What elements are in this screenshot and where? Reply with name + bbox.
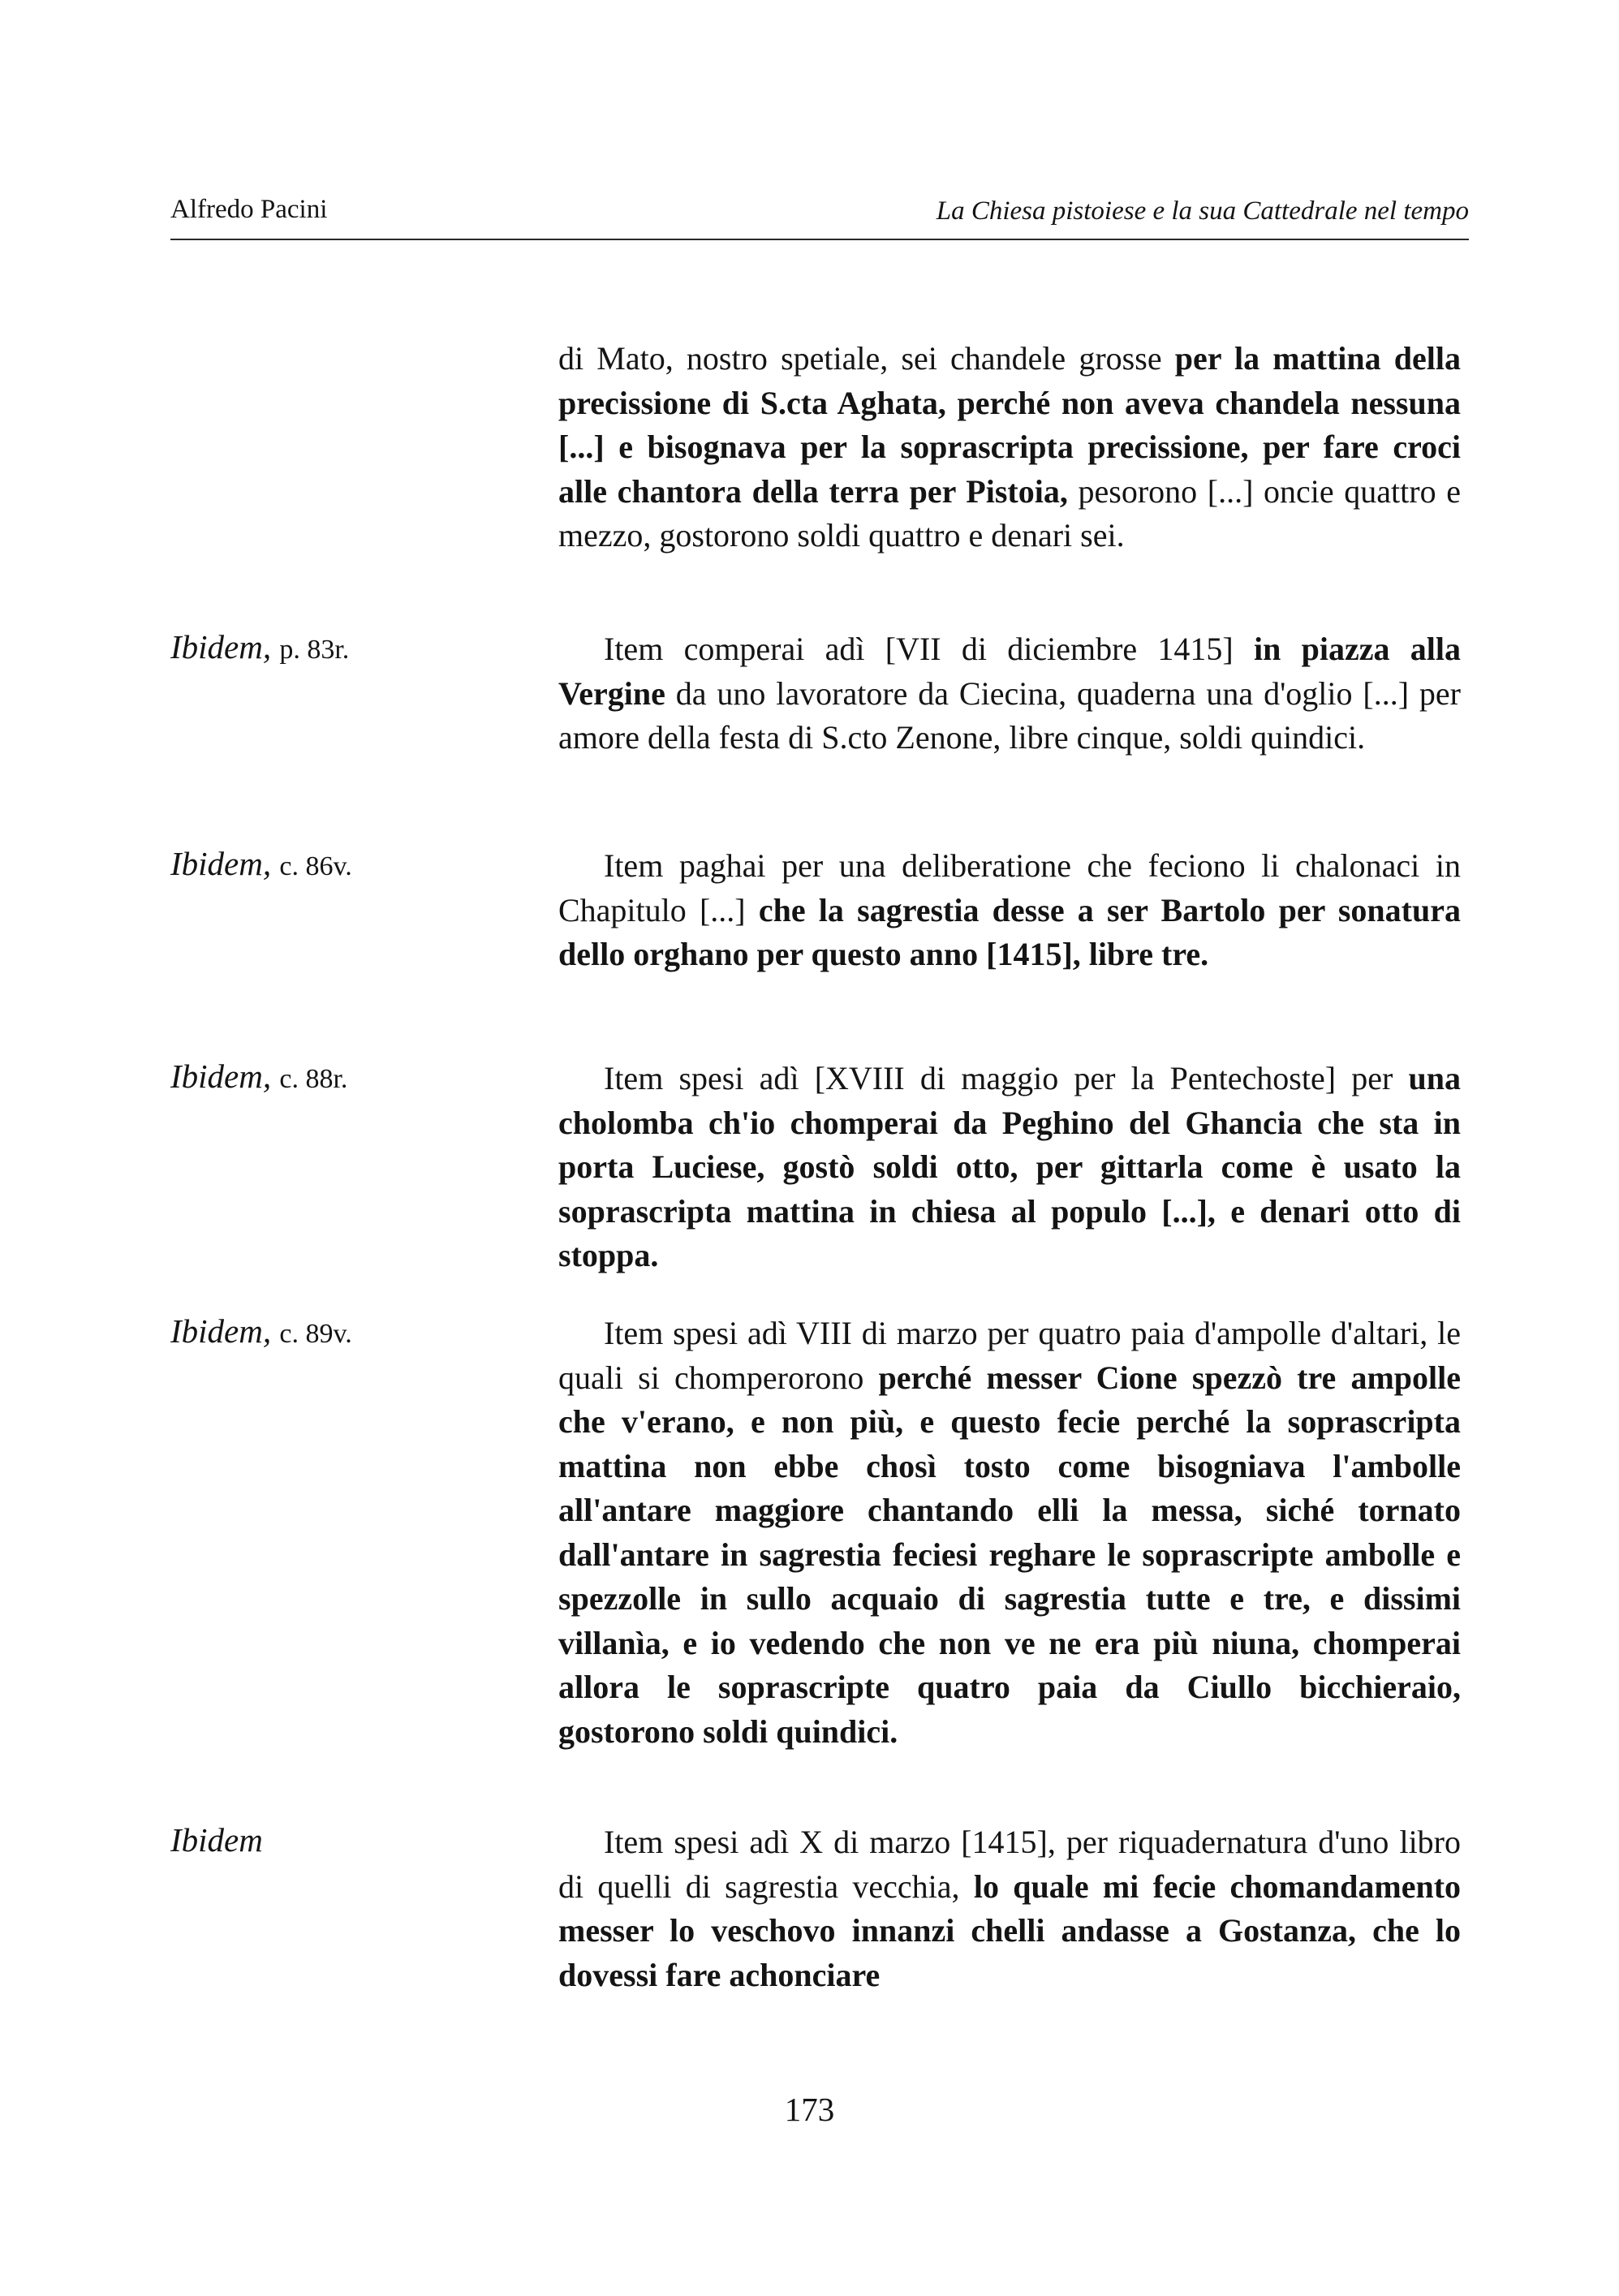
- ref-name: Ibidem,: [170, 1058, 272, 1095]
- entry-text-plain: Item spesi adì [XVIII di maggio per la Pentechoste] per: [604, 1060, 1393, 1096]
- entry-reference: [170, 1057, 347, 1096]
- entry-text: [558, 337, 1461, 558]
- ref-location: c. 86v.: [279, 851, 352, 881]
- entry-text-bold: perché messer Cione spezzò tre ampolle che v'erano, e non più, e questo fecie perché la soprascripta mattina non ebbe chosì tosto come bisogniava l'ambolle all'antare maggiore chantando elli la messa, siché tornato dall'antare in sagrestia feciesi reghare le soprascripte ambolle e spezzolle in sullo acquaio di sagrestia tutte e tre, e dissimi villanìa, e io vedendo che non ve ne era più niuna, chomperai allora le soprascripte quatro paia da Ciullo bicchieraio, gostorono soldi quindici.: [558, 1359, 1461, 1750]
- entry-text: [558, 1820, 1461, 1997]
- entry-reference: [170, 1312, 352, 1350]
- entry-text: [558, 1057, 1461, 1278]
- entry-text-plain: Item comperai adì [VII di diciembre 1415]: [604, 631, 1234, 667]
- ref-location: c. 88r.: [279, 1064, 348, 1094]
- entry-text-plain: Item paghai per una deliberatione che feciono li chalonaci in Chapitulo [...]: [558, 847, 1461, 928]
- entry-reference: [170, 1820, 263, 1859]
- ref-location: p. 83r.: [279, 635, 350, 665]
- ref-name: Ibidem,: [170, 845, 272, 882]
- ref-location: c. 89v.: [279, 1319, 352, 1349]
- entry-reference: [170, 627, 349, 666]
- entry-text-plain-end: da uno lavoratore da Ciecina, quaderna una d'oglio [...] per amore della festa di S.cto Zenone, libre cinque, soldi quindici.: [558, 674, 1461, 756]
- entry-text-bold: che la sagrestia desse a ser Bartolo per sonatura dello orghano per questo anno [1415], libre tre.: [558, 891, 1461, 972]
- entry-text-bold: una cholomba ch'io chomperai da Peghino del Ghancia che sta in porta Luciese, gostò soldi otto, per gittarla come è usato la soprascripta mattina in chiesa al populo [...], e denari otto di stoppa.: [558, 1060, 1461, 1273]
- entry-text: [558, 627, 1461, 760]
- entry-reference: [170, 844, 352, 883]
- ref-name: Ibidem,: [170, 1312, 272, 1350]
- page-number: 173: [784, 2091, 835, 2128]
- running-header: [170, 193, 1469, 240]
- ref-name: Ibidem,: [170, 628, 272, 666]
- entry-text: [558, 844, 1461, 977]
- entry-text-plain: di Mato, nostro spetiale, sei chandele grosse: [558, 340, 1162, 377]
- entry-text-plain: Item spesi adì VIII di marzo per quatro paia d'ampolle d'altari, le quali si chomperorono: [558, 1315, 1461, 1396]
- entry-text-bold: per la mattina della precissione di S.cta Aghata, perché non aveva chandela nessuna [...] e bisognava per la soprascripta precissione, per fare croci alle chantora della terra per Pistoia,: [558, 340, 1462, 510]
- entry-text-plain: Item spesi adì X di marzo [1415], per riquadernatura d'uno libro di quelli di sagrestia vecchia,: [558, 1824, 1461, 1905]
- entry-text-bold: lo quale mi fecie chomandamento messer lo veschovo innanzi chelli andasse a Gostanza, che lo dovessi fare achonciare: [558, 1867, 1462, 1993]
- ref-name: Ibidem: [170, 1821, 263, 1859]
- header-title: La Chiesa pistoiese e la sua Cattedrale nel tempo: [936, 196, 1469, 226]
- entry-text: [558, 1312, 1461, 1754]
- header-author: Alfredo Pacini: [170, 195, 328, 224]
- entry-text-plain-end: pesorono [...] oncie quattro e mezzo, gostorono soldi quattro e denari sei.: [558, 472, 1461, 554]
- entry-text-bold: in piazza alla Vergine: [558, 631, 1462, 712]
